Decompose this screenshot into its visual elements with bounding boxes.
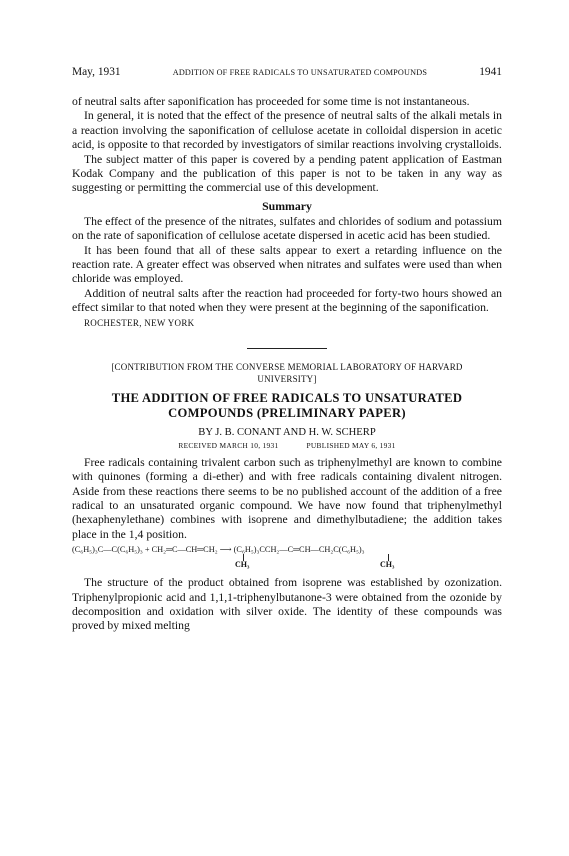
received-date: RECEIVED MARCH 10, 1931: [178, 440, 279, 450]
chemical-equation: [72, 544, 502, 572]
paragraph-neutral-salts: In general, it is noted that the effect of the presence of neutral salts of the alkali metals in a reaction involving the saponification of cellulose acetate in colloidal dispersion in acetic acid, is opposite to that recorded by investigators of similar reactions involving crystalloids.: [72, 109, 502, 152]
article-title: [72, 391, 502, 422]
equation-line: (C₆H₅)₃C—C(C₆H₅)₃ + CH₂═C—CH═CH₂ ⟶ (C₆H₅)₃CCH₂—C═CH—CH₂C(C₆H₅)₃: [72, 545, 365, 555]
article-dates: [72, 440, 502, 452]
author-location: ROCHESTER, NEW YORK: [84, 317, 195, 328]
contribution-line: UNIVERSITY]: [257, 373, 317, 384]
summary-paragraph: It has been found that all of these salts appear to exert a retarding influence on the reaction rate. A greater effect was observed when nitrates and sulfates were used than when chloride was employed.: [72, 243, 502, 286]
page-number: 1941: [479, 66, 502, 78]
section-divider: [247, 348, 327, 349]
paragraph-continuation: of neutral salts after saponification has proceeded for some time is not instantaneous.: [72, 95, 470, 108]
summary-paragraph: Addition of neutral salts after the reaction had proceeded for forty-two hours showed an effect similar to that noted when they were present at the beginning of the saponification.: [72, 286, 502, 315]
authors: BY J. B. CONANT AND H. W. SCHERP: [198, 426, 376, 438]
summary-paragraph: The effect of the presence of the nitrates, sulfates and chlorides of sodium and potassium on the rate of saponification of cellulose acetate dispersed in acetic acid has been studied.: [72, 214, 502, 243]
article-title-line: THE ADDITION OF FREE RADICALS TO UNSATURATED: [111, 390, 463, 405]
methyl-substituent: CH₃: [380, 560, 395, 570]
journal-page: [72, 66, 502, 634]
article-title-line: COMPOUNDS (PRELIMINARY PAPER): [168, 406, 406, 421]
paragraph-patent: The subject matter of this paper is covered by a pending patent application of Eastman Kodak Company and the publication of this paper is not to be taken in any way as suggesting or permitting the commercial use of this development.: [72, 152, 502, 195]
running-title: ADDITION OF FREE RADICALS TO UNSATURATED COMPOUNDS: [172, 68, 428, 77]
contribution-line: [CONTRIBUTION FROM THE CONVERSE MEMORIAL LABORATORY OF HARVARD: [111, 361, 463, 372]
published-date: PUBLISHED MAY 6, 1931: [306, 440, 396, 450]
summary-heading: Summary: [262, 198, 312, 213]
body-paragraph: The structure of the product obtained from isoprene was established by ozonization. Triphenylpropionic acid and 1,1,1-triphenylbutanone-3 were obtained from the ozonide by decomposition and oxidation with silver oxide. The identity of these compounds was proved by mixed melting: [72, 576, 502, 633]
methyl-substituent: CH₃: [235, 560, 250, 570]
body-paragraph: Free radicals containing trivalent carbon such as triphenylmethyl are known to combine with quinones (forming a di-ether) and with free radicals containing divalent nitrogen. Aside from these reactions there seems to be no published account of the addition of a free radical to an unsaturated organic compound. We have now found that triphenylmethyl (hexaphenylethane) combines with isoprene and dimethylbutadiene; the addition takes place in the 1,4 position.: [72, 455, 502, 541]
header-date: May, 1931: [72, 66, 121, 78]
running-header: [72, 66, 502, 84]
